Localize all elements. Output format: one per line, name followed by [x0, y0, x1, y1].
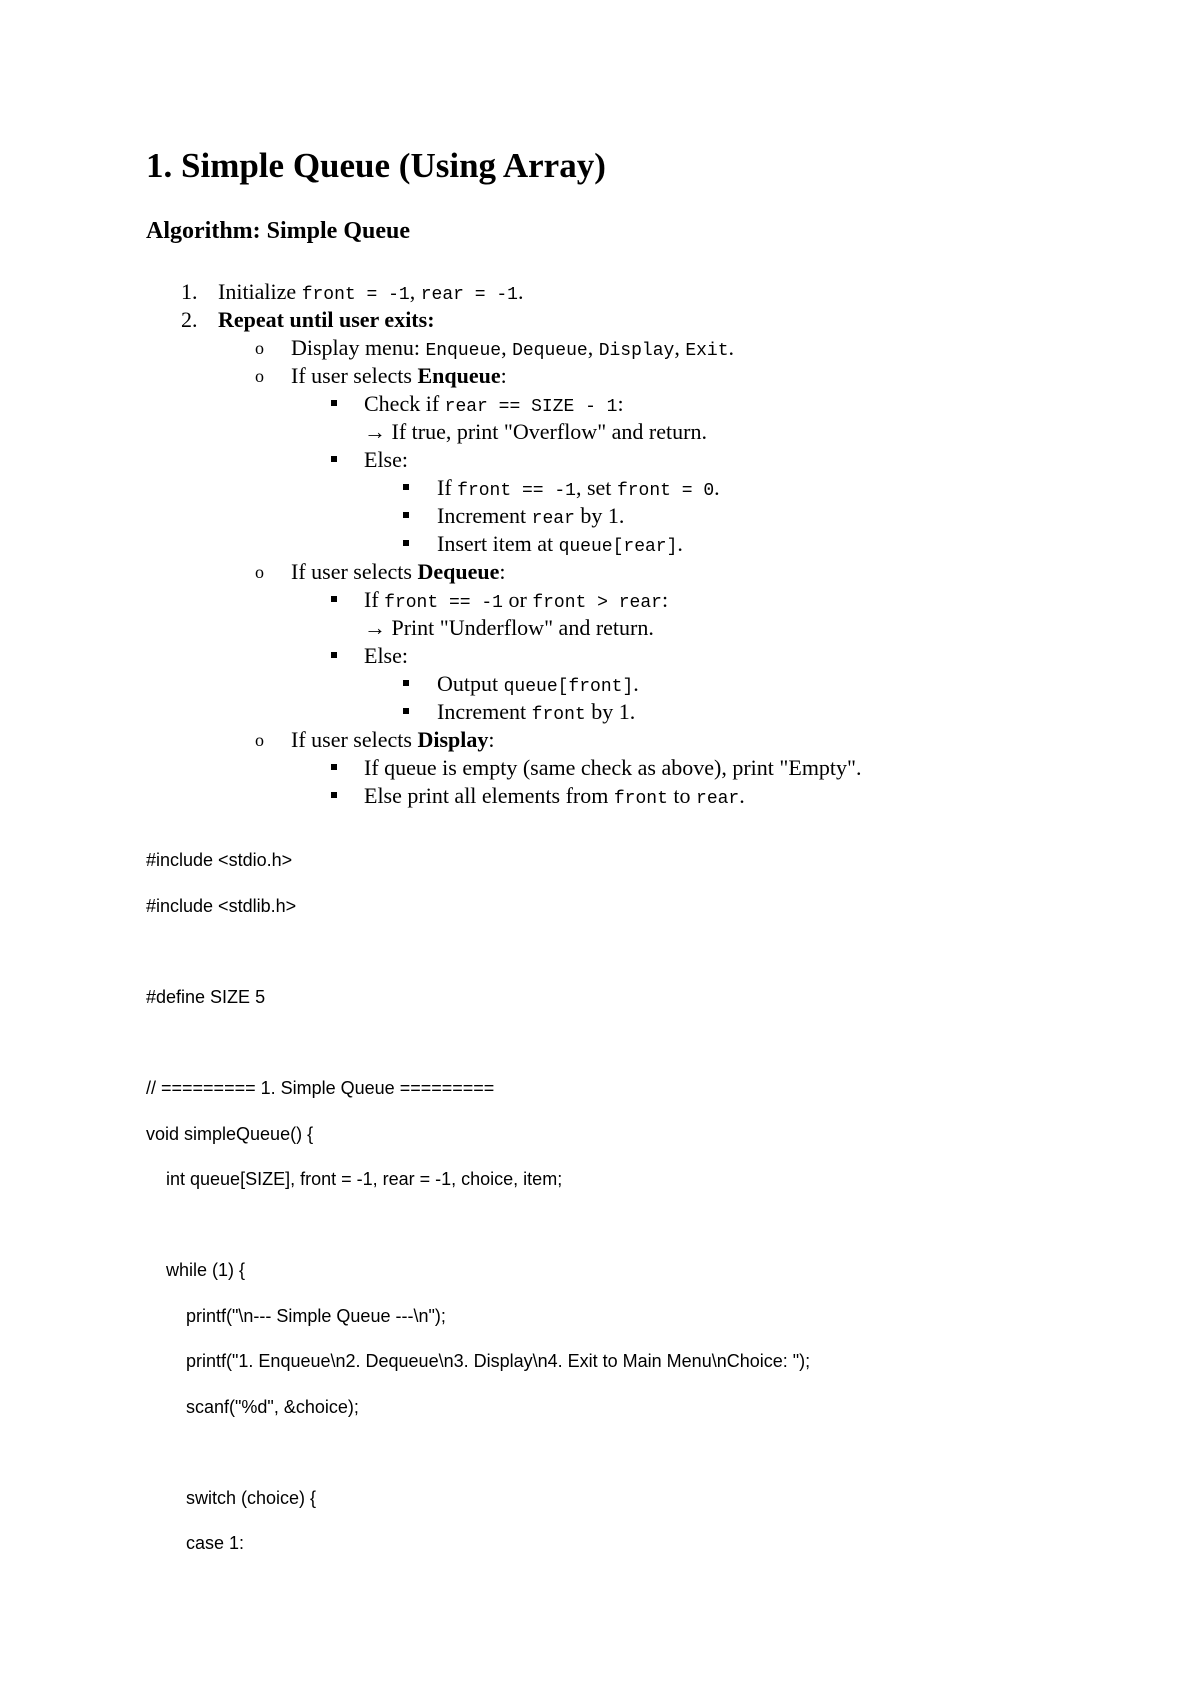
code-line: while (1) { — [146, 1260, 246, 1280]
list-item: If user selects Dequeue: — [291, 559, 506, 584]
list-item: Increment front by 1. — [437, 699, 636, 725]
list-item: Check if rear == SIZE - 1: — [364, 391, 624, 417]
square-bullet-icon — [331, 652, 337, 658]
square-bullet-icon — [403, 540, 409, 546]
code-line: // ========= 1. Simple Queue ========= — [146, 1078, 495, 1098]
square-bullet-icon — [331, 456, 337, 462]
page-title: 1. Simple Queue (Using Array) — [146, 146, 606, 185]
square-bullet-icon — [331, 792, 337, 798]
code-line: printf("\n--- Simple Queue ---\n"); — [146, 1306, 446, 1326]
list-item: If user selects Display: — [291, 727, 495, 752]
list-item: Increment rear by 1. — [437, 503, 625, 529]
code-line: switch (choice) { — [146, 1488, 317, 1508]
square-bullet-icon — [403, 484, 409, 490]
list-item: Insert item at queue[rear]. — [437, 531, 683, 557]
list-item: If queue is empty (same check as above), print "Empty". — [364, 755, 862, 780]
square-bullet-icon — [331, 596, 337, 602]
list-item: Else: — [364, 447, 408, 472]
circle-bullet-icon: o — [255, 562, 264, 582]
step-number: 1. — [181, 279, 198, 304]
circle-bullet-icon: o — [255, 730, 264, 750]
circle-bullet-icon: o — [255, 338, 264, 358]
code-line: #include <stdio.h> — [146, 850, 293, 870]
list-item: If front == -1 or front > rear: — [364, 587, 669, 613]
list-item-continuation: → If true, print "Overflow" and return. — [364, 419, 707, 444]
circle-bullet-icon: o — [255, 366, 264, 386]
code-line: void simpleQueue() { — [146, 1124, 314, 1144]
list-item: Output queue[front]. — [437, 671, 639, 697]
square-bullet-icon — [403, 680, 409, 686]
list-item: Repeat until user exits: — [218, 307, 435, 332]
code-line: #define SIZE 5 — [146, 987, 266, 1007]
code-line: scanf("%d", &choice); — [146, 1397, 359, 1417]
code-line: case 1: — [146, 1533, 245, 1553]
step-number: 2. — [181, 307, 198, 332]
list-item: If front == -1, set front = 0. — [437, 475, 720, 501]
list-item: Else print all elements from front to rear. — [364, 783, 745, 809]
list-item: If user selects Enqueue: — [291, 363, 507, 388]
list-item: Display menu: Enqueue, Dequeue, Display, Exit. — [291, 335, 735, 361]
code-line: int queue[SIZE], front = -1, rear = -1, choice, item; — [146, 1169, 563, 1189]
list-item: Else: — [364, 643, 408, 668]
square-bullet-icon — [403, 512, 409, 518]
code-line: #include <stdlib.h> — [146, 896, 297, 916]
list-item: Initialize front = -1, rear = -1. — [218, 279, 524, 305]
square-bullet-icon — [403, 708, 409, 714]
square-bullet-icon — [331, 764, 337, 770]
algorithm-heading: Algorithm: Simple Queue — [146, 218, 410, 244]
square-bullet-icon — [331, 400, 337, 406]
code-line: printf("1. Enqueue\n2. Dequeue\n3. Display\n4. Exit to Main Menu\nChoice: "); — [146, 1351, 811, 1371]
list-item-continuation: → Print "Underflow" and return. — [364, 615, 654, 640]
